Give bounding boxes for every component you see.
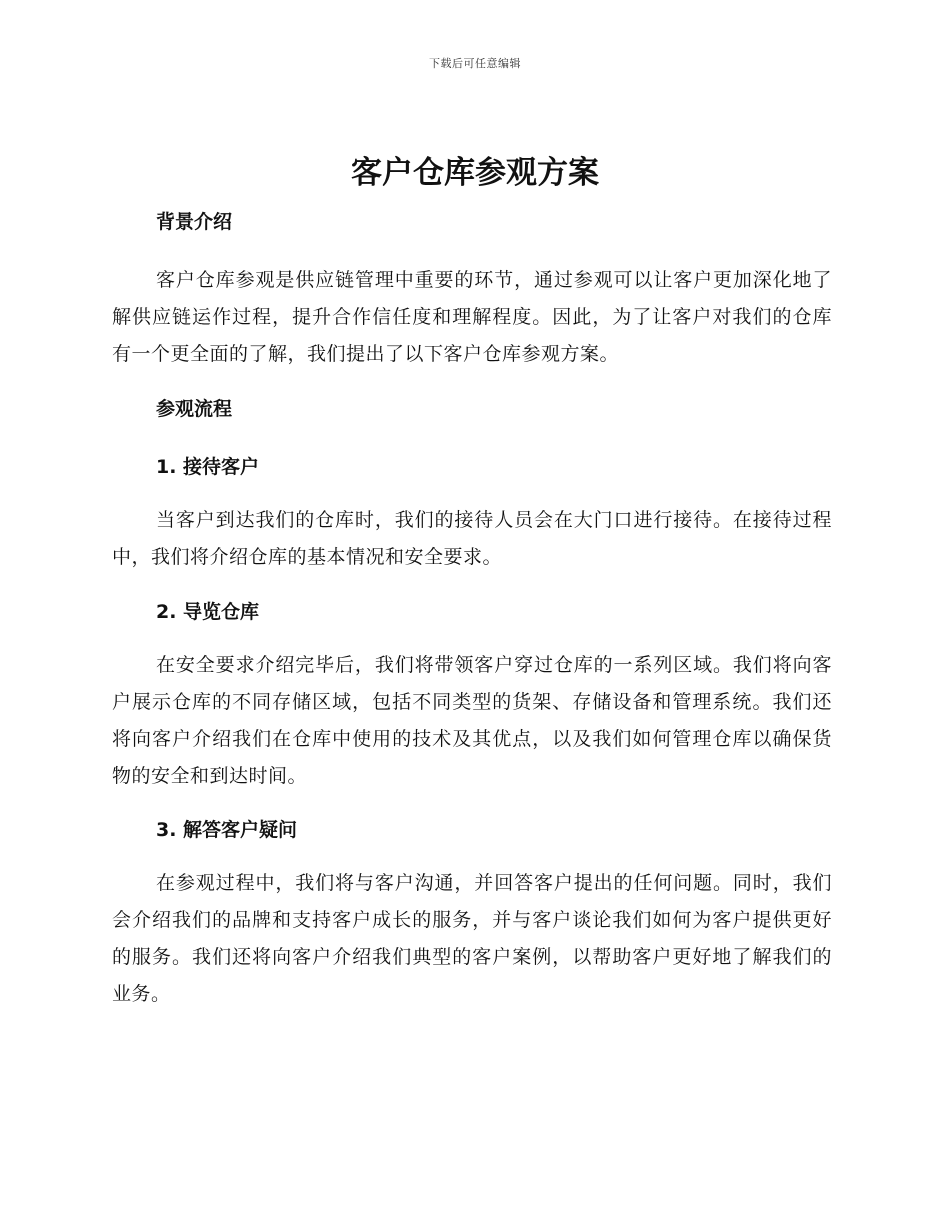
section-heading-visit-flow: 参观流程 — [156, 398, 233, 420]
section-paragraph-step-2: 在安全要求介绍完毕后，我们将带领客户穿过仓库的一系列区域。我们将向客户展示仓库的不同存储区域，包括不同类型的货架、存储设备和管理系统。我们还将向客户介绍我们在仓库中使用的技术及其优点，以及我们如何管理仓库以确保货物的安全和到达时间。 — [112, 654, 832, 787]
section-heading-step-3: 3. 解答客户疑问 — [156, 819, 298, 841]
section-heading-background: 背景介绍 — [156, 211, 233, 233]
document-body — [112, 200, 832, 1013]
section-heading-step-2: 2. 导览仓库 — [156, 601, 260, 623]
section-paragraph-background: 客户仓库参观是供应链管理中重要的环节，通过参观可以让客户更加深化地了解供应链运作过程，提升合作信任度和理解程度。因此，为了让客户对我们的仓库有一个更全面的了解，我们提出了以下客户仓库参观方案。 — [112, 269, 832, 365]
section-heading-step-1: 1. 接待客户 — [156, 456, 260, 478]
section-paragraph-step-3: 在参观过程中，我们将与客户沟通，并回答客户提出的任何问题。同时，我们会介绍我们的品牌和支持客户成长的服务，并与客户谈论我们如何为客户提供更好的服务。我们还将向客户介绍我们典型的客户案例，以帮助客户更好地了解我们的业务。 — [112, 872, 832, 1005]
document-title: 客户仓库参观方案 — [351, 155, 599, 191]
header-note: 下载后可任意编辑 — [429, 57, 521, 70]
section-paragraph-step-1: 当客户到达我们的仓库时，我们的接待人员会在大门口进行接待。在接待过程中，我们将介绍仓库的基本情况和安全要求。 — [112, 509, 832, 568]
